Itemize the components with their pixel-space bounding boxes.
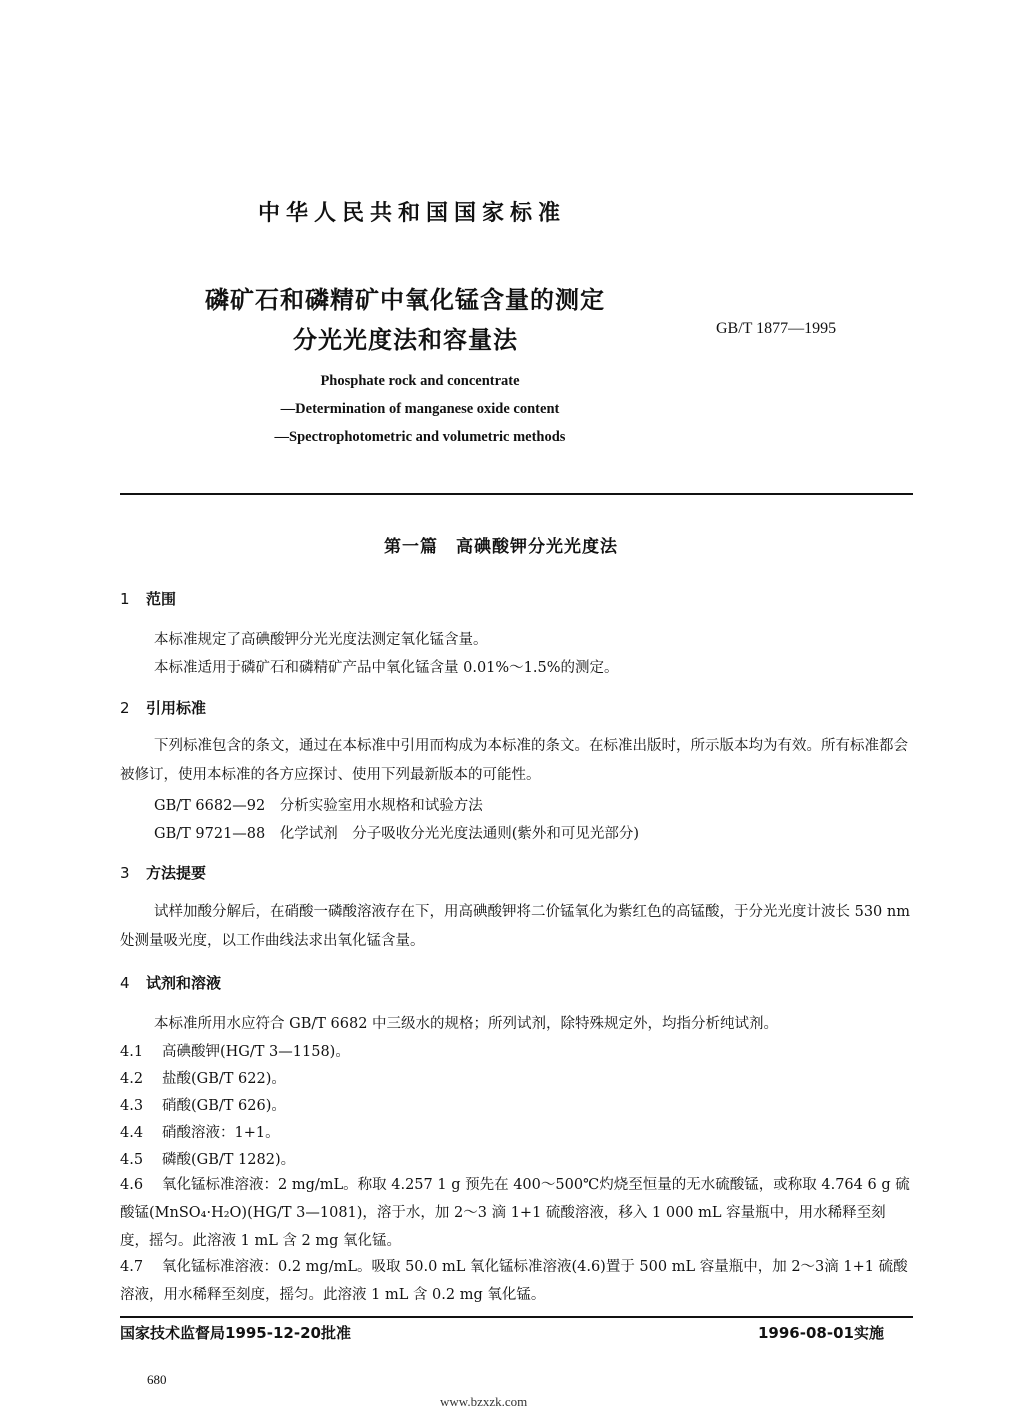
list-item bbox=[120, 1121, 280, 1142]
title-cn-line1: 磷矿石和磷精矿中氧化锰含量的测定 bbox=[205, 286, 605, 314]
section-2-heading bbox=[120, 697, 206, 718]
section-4-heading bbox=[120, 972, 221, 993]
list-item bbox=[120, 1094, 286, 1115]
item-text: 高碘酸钾(HG/T 3—1158)。 bbox=[162, 1044, 350, 1060]
title-en-line1: Phosphate rock and concentrate bbox=[320, 373, 520, 389]
footer-divider bbox=[120, 1316, 913, 1318]
section-1-heading bbox=[120, 588, 176, 609]
item-text: 磷酸(GB/T 1282)。 bbox=[162, 1152, 296, 1168]
paragraph: 试样加酸分解后，在硝酸一磷酸溶液存在下，用高碘酸钾将二价锰氧化为紫红色的高锰酸，于分光光度计波长 530 nm 处测量吸光度，以工作曲线法求出氧化锰含量。 bbox=[120, 904, 910, 949]
list-item bbox=[120, 1171, 913, 1255]
list-item bbox=[120, 1253, 913, 1309]
reference-item: GB/T 6682—92 分析实验室用水规格和试验方法 bbox=[154, 798, 483, 814]
section-3-heading bbox=[120, 862, 206, 883]
implementation-date: 1996-08-01实施 bbox=[758, 1324, 884, 1342]
title-en-line3: —Spectrophotometric and volumetric methods bbox=[274, 429, 566, 445]
item-number: 4.1 bbox=[120, 1044, 144, 1060]
standard-code: GB/T 1877—1995 bbox=[716, 320, 837, 337]
section-number: 1 bbox=[120, 590, 130, 608]
website-watermark: www.bzxzk.com bbox=[440, 1394, 528, 1409]
item-number: 4.3 bbox=[120, 1098, 144, 1114]
part-title: 第一篇 高碘酸钾分光光度法 bbox=[384, 537, 618, 557]
header-divider bbox=[120, 493, 913, 495]
paragraph: 本标准适用于磷矿石和磷精矿产品中氧化锰含量 0.01%～1.5%的测定。 bbox=[154, 660, 619, 676]
paragraph: 本标准所用水应符合 GB/T 6682 中三级水的规格；所列试剂，除特殊规定外，均指分析纯试剂。 bbox=[154, 1016, 779, 1032]
item-number: 4.7 bbox=[120, 1259, 144, 1275]
paragraph: 本标准规定了高碘酸钾分光光度法测定氧化锰含量。 bbox=[154, 632, 488, 648]
section-title: 试剂和溶液 bbox=[146, 974, 222, 992]
item-text: 氧化锰标准溶液：2 mg/mL。称取 4.257 1 g 预先在 400～500℃灼烧至恒量的无水硫酸锰，或称取 4.764 6 g 硫酸锰(MnSO₄·H₂O)(HG/T 3—1081)，溶于水，加 2～3 滴 1+1 硫酸溶液，移入 1 000 mL 容量瓶中，用水稀释至刻度，摇匀。此溶液 1 mL 含 2 mg 氧化锰。 bbox=[120, 1177, 910, 1249]
title-en-line2: —Determination of manganese oxide content bbox=[280, 401, 560, 417]
item-text: 盐酸(GB/T 622)。 bbox=[162, 1071, 286, 1087]
section-title: 方法提要 bbox=[146, 864, 207, 882]
section-number: 3 bbox=[120, 864, 130, 882]
title-cn-line2: 分光光度法和容量法 bbox=[293, 326, 518, 354]
section-number: 2 bbox=[120, 699, 130, 717]
item-text: 硝酸(GB/T 626)。 bbox=[162, 1098, 286, 1114]
item-number: 4.6 bbox=[120, 1177, 144, 1193]
item-text: 硝酸溶液：1+1。 bbox=[162, 1125, 280, 1141]
section-title: 范围 bbox=[146, 590, 177, 608]
item-text: 氧化锰标准溶液：0.2 mg/mL。吸取 50.0 mL 氧化锰标准溶液(4.6)置于 500 mL 容量瓶中，加 2～3滴 1+1 硫酸溶液，用水稀释至刻度，摇匀。此溶液 1 mL 含 0.2 mg 氧化锰。 bbox=[120, 1259, 908, 1303]
national-standard-heading: 中华人民共和国国家标准 bbox=[258, 201, 567, 226]
section-number: 4 bbox=[120, 974, 130, 992]
section-title: 引用标准 bbox=[146, 699, 207, 717]
page-number: 680 bbox=[147, 1372, 167, 1387]
item-number: 4.2 bbox=[120, 1071, 144, 1087]
list-item bbox=[120, 1067, 286, 1088]
reference-item: GB/T 9721—88 化学试剂 分子吸收分光光度法通则(紫外和可见光部分) bbox=[154, 826, 640, 842]
paragraph: 下列标准包含的条文，通过在本标准中引用而构成为本标准的条文。在标准出版时，所示版本均为有效。所有标准都会被修订，使用本标准的各方应探讨、使用下列最新版本的可能性。 bbox=[120, 738, 908, 783]
list-item bbox=[120, 1148, 295, 1169]
approval-date: 国家技术监督局1995-12-20批准 bbox=[120, 1324, 351, 1342]
item-number: 4.5 bbox=[120, 1152, 144, 1168]
list-item bbox=[120, 1040, 350, 1061]
item-number: 4.4 bbox=[120, 1125, 144, 1141]
